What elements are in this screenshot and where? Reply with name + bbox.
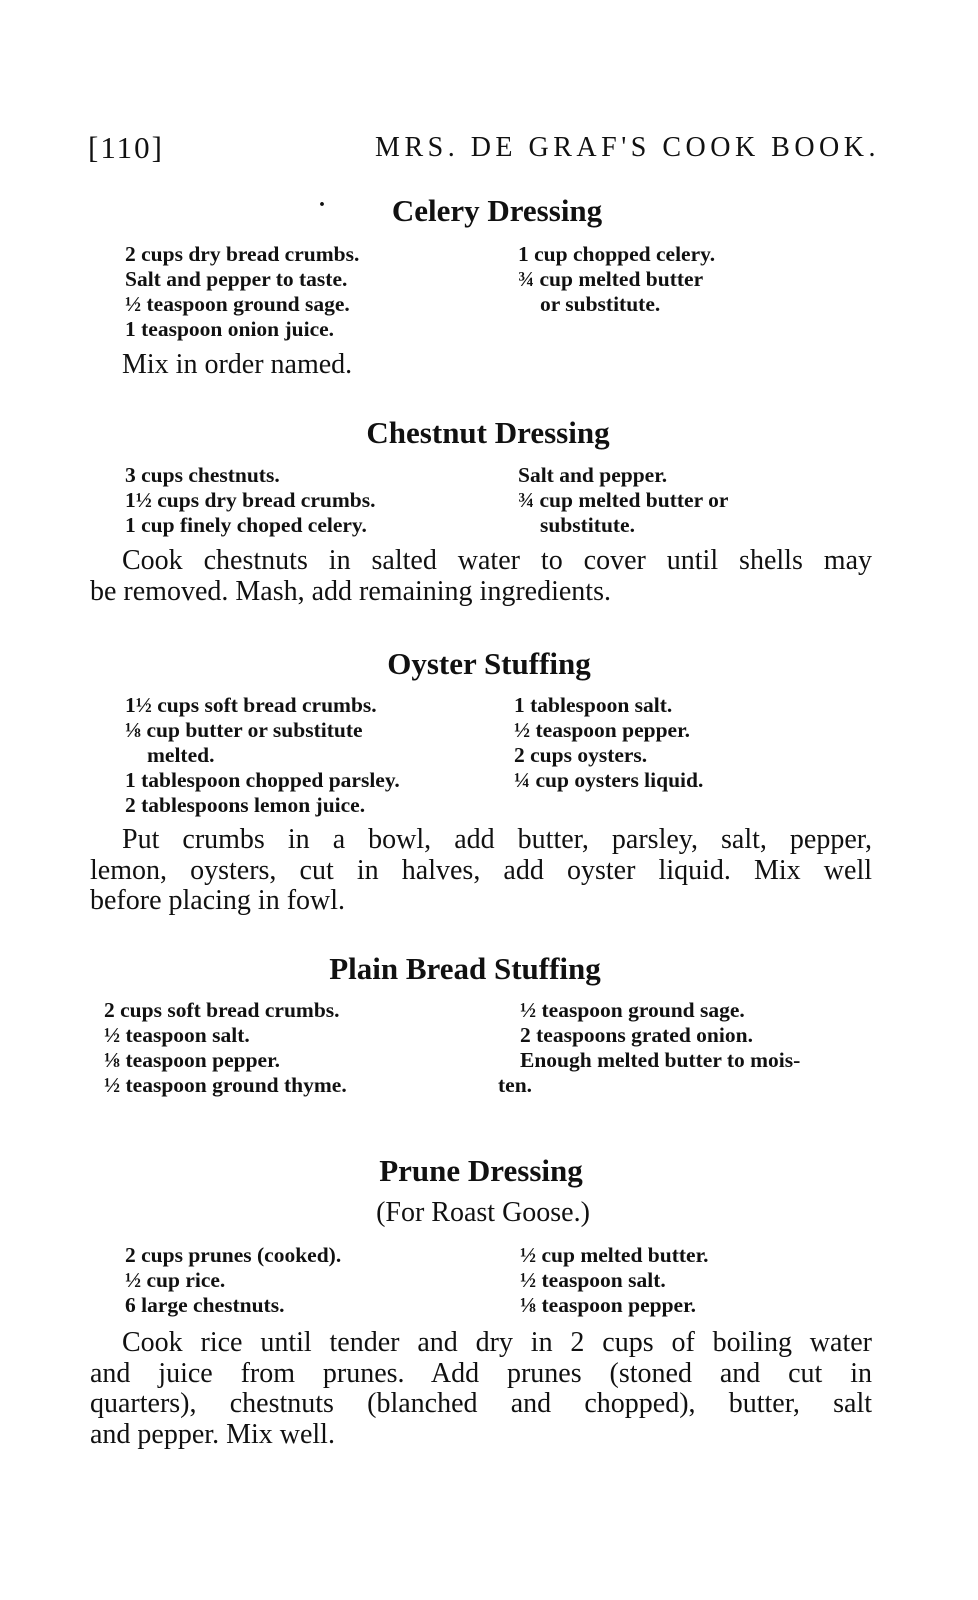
recipe-directions — [90, 825, 872, 917]
recipe-title: Prune Dressing — [379, 1153, 583, 1188]
ingredients-left — [104, 998, 347, 1098]
ingredient-line: ⅛ cup butter or substitute — [125, 718, 363, 742]
ingredients-left — [125, 242, 359, 342]
directions-line: quarters), chestnuts (blanched and chopped), butter, salt — [90, 1388, 872, 1419]
directions-line: be removed. Mash, add remaining ingredients. — [90, 575, 611, 607]
page-header — [88, 130, 880, 170]
ingredients-left — [125, 1243, 341, 1318]
page-number: [110] — [88, 130, 164, 165]
ingredient-line: Salt and pepper. — [518, 463, 668, 487]
directions-line: Cook rice until tender and dry in 2 cups of boiling water — [122, 1327, 872, 1358]
recipe-subtitle: (For Roast Goose.) — [376, 1197, 590, 1228]
recipe-title: Oyster Stuffing — [387, 646, 591, 681]
ingredients-right — [514, 693, 703, 793]
ingredient-line: 2 cups oysters. — [514, 743, 648, 767]
stray-mark: · — [318, 192, 327, 218]
running-title: MRS. DE GRAF'S COOK BOOK. — [375, 132, 880, 163]
directions-line: Cook chestnuts in salted water to cover until shells may — [122, 545, 872, 576]
ingredient-line: 2 teaspoons grated onion. — [520, 1023, 753, 1047]
ingredient-line: Salt and pepper to taste. — [125, 267, 348, 291]
ingredient-line: 1 teaspoon onion juice. — [125, 317, 335, 341]
recipe-directions — [90, 1328, 872, 1450]
ingredient-line: ½ teaspoon salt. — [104, 1023, 250, 1047]
ingredient-line: substitute. — [540, 513, 635, 537]
recipe-title: Celery Dressing — [391, 193, 603, 228]
recipe-directions: Mix in order named. — [122, 349, 353, 380]
ingredient-line: melted. — [147, 743, 215, 767]
ingredient-line: ½ teaspoon ground sage. — [125, 292, 350, 316]
directions-line: Put crumbs in a bowl, add butter, parsley, salt, pepper, — [122, 824, 872, 855]
ingredient-line: ½ cup melted butter. — [520, 1243, 709, 1267]
recipe-title: Chestnut Dressing — [366, 415, 610, 450]
directions-line: and pepper. Mix well. — [90, 1418, 335, 1450]
directions-line: and juice from prunes. Add prunes (stoned and cut in — [90, 1357, 872, 1389]
ingredient-line: 2 tablespoons lemon juice. — [125, 793, 366, 817]
directions-line: before placing in fowl. — [90, 885, 346, 916]
ingredient-line: ¾ cup melted butter or — [518, 488, 729, 512]
ingredient-line: ⅛ teaspoon pepper. — [104, 1048, 281, 1072]
ingredient-line: 2 cups soft bread crumbs. — [104, 998, 340, 1022]
ingredients-left — [125, 463, 375, 538]
ingredient-line: ½ teaspoon ground sage. — [520, 998, 745, 1022]
ingredient-line: ½ cup rice. — [125, 1268, 226, 1292]
ingredient-line: 1 tablespoon salt. — [514, 693, 673, 717]
ingredients-right — [518, 463, 728, 538]
ingredient-line: ½ teaspoon salt. — [520, 1268, 666, 1292]
ingredient-line: 1 cup chopped celery. — [518, 242, 716, 266]
ingredients-right — [520, 1243, 709, 1318]
ingredient-line: 2 cups dry bread crumbs. — [125, 242, 360, 266]
ingredient-line: 1½ cups dry bread crumbs. — [125, 488, 376, 512]
recipe-title: Plain Bread Stuffing — [329, 951, 601, 986]
ingredients-right — [498, 998, 801, 1098]
ingredient-line: 3 cups chestnuts. — [125, 463, 280, 487]
ingredients-right — [518, 242, 715, 317]
ingredient-line: Enough melted butter to mois- — [520, 1048, 801, 1072]
ingredients-left — [125, 693, 400, 818]
ingredient-line: 6 large chestnuts. — [125, 1293, 285, 1317]
ingredient-line: ⅛ teaspoon pepper. — [520, 1293, 697, 1317]
ingredient-line: 1 cup finely choped celery. — [125, 513, 367, 537]
ingredient-line: ¼ cup oysters liquid. — [514, 768, 704, 792]
ingredient-line: ½ teaspoon ground thyme. — [104, 1073, 347, 1097]
ingredient-line: ten. — [498, 1073, 533, 1097]
ingredient-line: ¾ cup melted butter — [518, 267, 704, 291]
recipe-directions — [90, 546, 872, 607]
ingredient-line: 1½ cups soft bread crumbs. — [125, 693, 377, 717]
ingredient-line: 2 cups prunes (cooked). — [125, 1243, 342, 1267]
ingredient-line: ½ teaspoon pepper. — [514, 718, 691, 742]
directions-line: lemon, oysters, cut in halves, add oyster liquid. Mix well — [90, 854, 872, 886]
ingredient-line: 1 tablespoon chopped parsley. — [125, 768, 400, 792]
ingredient-line: or substitute. — [540, 292, 661, 316]
